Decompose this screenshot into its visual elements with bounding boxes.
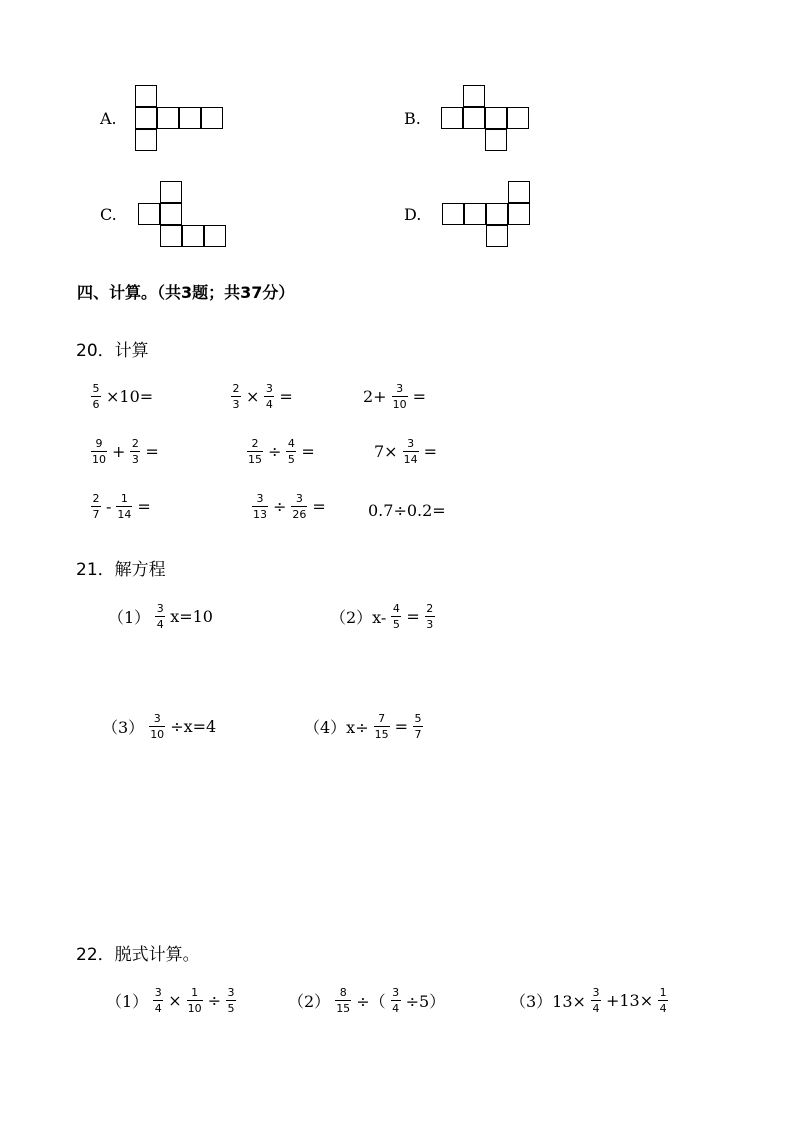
expr-text: （1） [108,608,151,627]
net-cell [441,107,463,129]
q20-expr-9 [366,501,448,520]
expr-operator: ÷ [268,442,282,461]
fraction: $\frac{4}{5}$ [287,437,295,466]
net-cell [486,203,508,225]
q22-expr-2 [286,986,447,1015]
q20-expr-3 [361,382,428,411]
expr-text: （1） [106,992,149,1011]
fraction: $\frac{2}{3}$ [131,437,139,466]
expr-operator: + [112,442,126,461]
fraction: $\frac{3}{4}$ [265,382,273,411]
option-b-label: B. [404,109,421,128]
fraction: $\frac{3}{26}$ [292,492,307,521]
fraction: $\frac{3}{10}$ [392,382,407,411]
fraction: $\frac{3}{5}$ [227,986,235,1015]
expr-operator: ÷ [273,497,287,516]
fraction: $\frac{3}{4}$ [392,986,400,1015]
expr-text: （2） [288,992,331,1011]
expr-text: = [312,497,326,516]
q20-expr-4 [88,437,161,466]
net-cell [486,225,508,247]
fraction: $\frac{5}{7}$ [414,712,422,741]
expr-text: （3）13× [510,992,586,1011]
q21-eq-3 [100,712,218,741]
expr-text: = [145,442,159,461]
net-cell [201,107,223,129]
expr-text: （2）x- [330,608,387,627]
expr-text: ×10= [106,387,154,406]
fraction: $\frac{4}{5}$ [392,602,400,631]
expr-text: （4）x÷ [304,718,369,737]
expr-operator: × [246,387,260,406]
net-cell [485,129,507,151]
net-cell [442,203,464,225]
fraction: $\frac{2}{3}$ [232,382,240,411]
net-cell [485,107,507,129]
net-cell [138,203,160,225]
fraction: $\frac{7}{15}$ [374,712,389,741]
net-cell [157,107,179,129]
fraction: $\frac{3}{4}$ [156,602,164,631]
net-cell [135,129,157,151]
expr-text: = [412,387,426,406]
expr-text: 7× [374,442,398,461]
q22-expr-3 [508,986,671,1015]
fraction: $\frac{5}{6}$ [92,382,100,411]
section-title: 四、计算。（共3题；共37分） [77,283,295,302]
net-cell [135,107,157,129]
net-cell [507,107,529,129]
fraction: $\frac{3}{4}$ [592,986,600,1015]
q20-expr-2 [228,382,295,411]
net-cell [182,225,204,247]
q22-title: 22．脱式计算。 [76,945,200,965]
fraction: $\frac{3}{14}$ [403,437,418,466]
fraction: $\frac{1}{14}$ [117,492,132,521]
option-a-label: A. [100,109,117,128]
expr-operator: +13× [605,991,654,1010]
q20-expr-5 [244,437,317,466]
fraction: $\frac{8}{15}$ [336,986,351,1015]
q21-eq-2 [328,602,438,631]
fraction: $\frac{3}{4}$ [154,986,162,1015]
expr-text: = [301,442,315,461]
net-cell [160,181,182,203]
fraction: $\frac{1}{10}$ [187,986,202,1015]
net-cell [508,181,530,203]
expr-text: ÷5） [405,992,446,1011]
expr-operator: - [106,497,112,516]
option-d-label: D. [404,205,422,224]
fraction: $\frac{1}{4}$ [659,986,667,1015]
fraction: $\frac{3}{13}$ [253,492,267,521]
expr-text: x=10 [170,607,213,626]
net-cell [464,203,486,225]
net-cell [135,85,157,107]
fraction: $\frac{2}{7}$ [92,492,100,521]
net-cell [160,203,182,225]
net-cell [160,225,182,247]
q20-expr-8 [249,492,328,521]
expr-operator: ÷ [207,991,221,1010]
expr-operator: ÷（ [356,992,386,1011]
net-cell [179,107,201,129]
net-cell [463,107,485,129]
q20-expr-7 [88,492,153,521]
expr-text: 2+ [363,387,387,406]
fraction: $\frac{2}{3}$ [426,602,434,631]
q21-eq-1 [106,602,215,631]
q22-expr-1 [104,986,239,1015]
q20-expr-6 [372,437,439,466]
expr-operator: = [406,607,420,626]
expr-text: 0.7÷0.2= [368,501,446,520]
expr-text: = [423,442,437,461]
expr-text: = [279,387,293,406]
fraction: $\frac{9}{10}$ [92,437,106,466]
expr-text: = [137,497,151,516]
q21-eq-4 [302,712,426,741]
option-c-label: C. [100,205,117,224]
expr-operator: × [168,991,182,1010]
expr-text: （3） [102,718,145,737]
net-cell [204,225,226,247]
expr-text: ÷x=4 [170,717,217,736]
expr-operator: = [394,717,409,736]
net-cell [508,203,530,225]
fraction: $\frac{3}{10}$ [150,712,165,741]
q20-title: 20．计算 [76,341,149,361]
q21-title: 21．解方程 [76,560,166,580]
q20-expr-1 [88,382,155,411]
net-cell [463,85,485,107]
fraction: $\frac{2}{15}$ [248,437,262,466]
